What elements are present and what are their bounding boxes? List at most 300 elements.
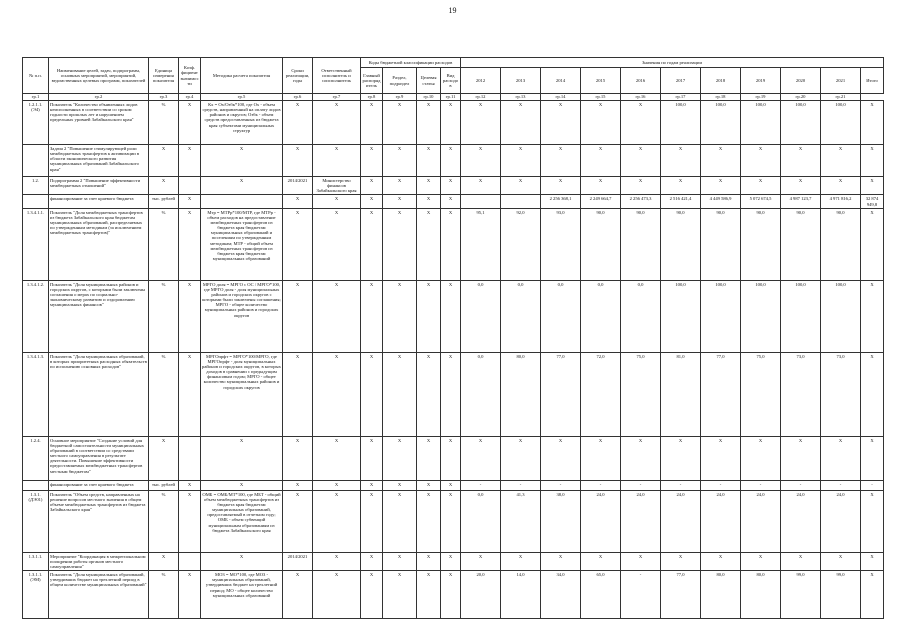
row-term: X (283, 490, 313, 552)
row-year-value: X (701, 145, 741, 177)
row-year-value: - (821, 480, 861, 490)
row-year-value: 80,0 (701, 571, 741, 619)
column-number: гр.20 (781, 94, 821, 101)
row-year-value: X (741, 436, 781, 480)
row-term: X (283, 280, 313, 352)
row-year-value: 100,0 (661, 101, 701, 145)
row-year-value: 100,0 (781, 101, 821, 145)
row-section: X (383, 552, 417, 570)
row-year-value: 41,3 (501, 490, 541, 552)
row-year-value: X (861, 571, 884, 619)
row-target-item: X (417, 436, 441, 480)
row-year-value: 100,0 (821, 280, 861, 352)
row-year-value: 2 516 421,4 (661, 195, 701, 208)
row-year-value: X (741, 552, 781, 570)
column-number: гр.13 (501, 94, 541, 101)
column-number: гр.2 (49, 94, 149, 101)
row-name: Мероприятие "Координация в межрегиональном поощрении работы органов местного самоуправления" (49, 552, 149, 570)
row-year-value: X (541, 436, 581, 480)
row-year-value: 24,0 (701, 490, 741, 552)
row-expense-type: X (441, 177, 461, 195)
row-year-value: X (861, 352, 884, 436)
row-year-value: X (861, 208, 884, 280)
row-year-value: X (501, 101, 541, 145)
row-method: X (201, 480, 283, 490)
row-year-value: X (461, 101, 501, 145)
row-term: X (283, 352, 313, 436)
row-target-item: X (417, 177, 441, 195)
row-year-value: 4 449 586,9 (701, 195, 741, 208)
column-number: гр.3 (149, 94, 179, 101)
row-responsible: X (313, 352, 361, 436)
row-year-value: 93,0 (541, 208, 581, 280)
row-method: X (201, 436, 283, 480)
row-target-item: X (417, 480, 441, 490)
row-year-value: X (861, 552, 884, 570)
row-method: X (201, 552, 283, 570)
row-responsible: X (313, 552, 361, 570)
row-unit: % (149, 490, 179, 552)
row-year-value: X (541, 552, 581, 570)
row-year-value: 5 072 674,5 (741, 195, 781, 208)
row-responsible: Министерство финансов Забайкальского края (313, 177, 361, 195)
row-year-value: 77,0 (541, 352, 581, 436)
table-row (23, 195, 884, 208)
table-row (23, 101, 884, 145)
row-number: 1.3.4.1.1. (23, 208, 49, 280)
row-section: X (383, 280, 417, 352)
row-year-value: X (821, 177, 861, 195)
table-row (23, 436, 884, 480)
row-year-value: X (541, 145, 581, 177)
row-year-value: X (821, 145, 861, 177)
row-expense-type: X (441, 101, 461, 145)
row-year-value: X (501, 177, 541, 195)
row-term: X (283, 208, 313, 280)
row-year-value: 77,0 (661, 571, 701, 619)
header-year: 2021 (821, 68, 861, 94)
header-budget-codes: Коды бюджетной классификации расходов (361, 58, 461, 68)
table-row (23, 145, 884, 177)
column-number: гр.4 (179, 94, 201, 101)
row-number: 1.3.1.1. (23, 552, 49, 570)
row-year-value: 65,0 (581, 571, 621, 619)
row-coefficient: X (179, 195, 201, 208)
column-number: гр.8 (361, 94, 383, 101)
row-name: Показатель "Доля муниципальных районов и городских округов, с которыми были заключены соглашения о мерах по социально-экономическому развитию и оздоровлению муниципальных финансов" (49, 280, 149, 352)
row-number: 1.3.4.1.2. (23, 280, 49, 352)
row-year-value (461, 195, 501, 208)
row-coefficient (179, 552, 201, 570)
row-year-value: X (781, 436, 821, 480)
row-year-value: 81,0 (661, 352, 701, 436)
column-number: гр.15 (581, 94, 621, 101)
header-year: 2020 (781, 68, 821, 94)
row-year-value: X (621, 177, 661, 195)
row-unit: X (149, 436, 179, 480)
column-number: гр.9 (383, 94, 417, 101)
header-year: Итого (861, 68, 884, 94)
row-year-value: 38,0 (541, 490, 581, 552)
row-year-value: - (661, 480, 701, 490)
program-indicators-table (22, 57, 884, 619)
row-main-manager: X (361, 436, 383, 480)
row-year-value: X (861, 177, 884, 195)
table-row (23, 552, 884, 570)
row-year-value: 90,0 (581, 208, 621, 280)
header-year: 2013 (501, 68, 541, 94)
row-method: ОМБ = ОМБ/МТ*100, где МБТ - общий объем межбюджетных трансфертов из бюджета края бюджетам муниципальных образований, предоставляемый в отчетном году; ОМБ - объем субвенций муниципальным образованиям из бюджета Забайкальского края (201, 490, 283, 552)
row-year-value: - (861, 480, 884, 490)
table-row (23, 571, 884, 619)
row-year-value: X (661, 436, 701, 480)
row-unit: % (149, 208, 179, 280)
row-target-item: X (417, 195, 441, 208)
row-coefficient: X (179, 145, 201, 177)
row-year-value: X (621, 552, 661, 570)
row-year-value: X (661, 177, 701, 195)
row-section: X (383, 490, 417, 552)
row-year-value: X (581, 177, 621, 195)
row-section: X (383, 352, 417, 436)
row-coefficient (179, 177, 201, 195)
row-responsible: X (313, 490, 361, 552)
row-section: X (383, 208, 417, 280)
header-expense-type: Вид расходов (441, 68, 461, 94)
row-name: Основное мероприятие "Создание условий для бюджетной самостоятельности муниципальных образований в соответствии со средствами местного самоуправления в результате деятельности. Повышение эффективности предоставляемых межбюджетных трансфертов местным бюджетам" (49, 436, 149, 480)
header-year: 2014 (541, 68, 581, 94)
column-number: гр.17 (661, 94, 701, 101)
row-year-value: 90,0 (701, 208, 741, 280)
column-number: гр.16 (621, 94, 661, 101)
row-main-manager: X (361, 208, 383, 280)
row-year-value: X (781, 552, 821, 570)
row-year-value: X (621, 101, 661, 145)
row-year-value: 34,0 (541, 571, 581, 619)
row-section: X (383, 480, 417, 490)
row-year-value: X (661, 145, 701, 177)
row-name: финансирование за счет краевого бюджета (49, 195, 149, 208)
row-expense-type: X (441, 490, 461, 552)
row-year-value: X (861, 436, 884, 480)
row-year-value: 99,0 (781, 571, 821, 619)
row-unit: тыс. рублей (149, 195, 179, 208)
row-year-value: 0,0 (461, 490, 501, 552)
row-target-item: X (417, 352, 441, 436)
row-expense-type: X (441, 280, 461, 352)
row-unit: X (149, 552, 179, 570)
row-section: X (383, 177, 417, 195)
row-name: Показатель "Количество объявленных лидов неисполненных в соответствии со сроком годности прошлых лет и нарушением предельных уровней Забайкальского края" (49, 101, 149, 145)
row-year-value: X (741, 177, 781, 195)
row-year-value: 24,0 (741, 490, 781, 552)
row-term: X (283, 195, 313, 208)
row-responsible: X (313, 480, 361, 490)
row-unit: % (149, 571, 179, 619)
row-responsible: X (313, 145, 361, 177)
row-target-item: X (417, 101, 441, 145)
row-term: 2014/2021 (283, 177, 313, 195)
header-year: 2017 (661, 68, 701, 94)
row-unit: X (149, 177, 179, 195)
row-year-value: X (621, 436, 661, 480)
row-year-value: X (861, 145, 884, 177)
header-term: Сроки реализации, годы (283, 58, 313, 94)
row-year-value (501, 195, 541, 208)
header-responsible: Ответственный исполнитель и соисполнитель (313, 58, 361, 94)
row-year-value: 2 249 664,7 (581, 195, 621, 208)
column-number: гр.1 (23, 94, 49, 101)
row-year-value: X (741, 145, 781, 177)
row-year-value: X (821, 552, 861, 570)
row-year-value: X (861, 280, 884, 352)
row-term: X (283, 436, 313, 480)
row-year-value: - (621, 571, 661, 619)
row-coefficient: X (179, 352, 201, 436)
row-target-item: X (417, 208, 441, 280)
row-year-value: X (541, 101, 581, 145)
row-number (23, 480, 49, 490)
row-number: 1.3.4.1.3. (23, 352, 49, 436)
row-responsible: X (313, 208, 361, 280)
row-name: Задача 2 "Повышение стимулирующей роли межбюджетных трансфертов к активизации в области экономического развития муниципальных образований Забайкальского края" (49, 145, 149, 177)
row-target-item: X (417, 571, 441, 619)
table-row (23, 280, 884, 352)
row-year-value: 0,0 (461, 352, 501, 436)
row-year-value: X (701, 552, 741, 570)
row-year-value: X (861, 101, 884, 145)
row-term: X (283, 101, 313, 145)
row-responsible: X (313, 195, 361, 208)
row-target-item: X (417, 490, 441, 552)
row-year-value: X (701, 177, 741, 195)
program-table-container (22, 57, 884, 619)
column-number: гр.12 (461, 94, 501, 101)
table-row (23, 352, 884, 436)
row-year-value: 92,0 (501, 208, 541, 280)
row-year-value: 100,0 (701, 280, 741, 352)
row-year-value: - (781, 480, 821, 490)
row-year-value: 77,0 (701, 352, 741, 436)
row-year-value: 4 987 123,7 (781, 195, 821, 208)
row-year-value: 90,0 (661, 208, 701, 280)
row-main-manager: X (361, 177, 383, 195)
row-year-value: X (581, 552, 621, 570)
row-year-value: 24,0 (621, 490, 661, 552)
row-year-value: 95,1 (461, 208, 501, 280)
column-number: гр.18 (701, 94, 741, 101)
row-expense-type: X (441, 208, 461, 280)
row-year-value: X (581, 145, 621, 177)
row-year-value: 2 256 368,1 (541, 195, 581, 208)
row-main-manager: X (361, 490, 383, 552)
row-year-value: X (461, 436, 501, 480)
column-number: гр.14 (541, 94, 581, 101)
row-unit: тыс. рублей (149, 480, 179, 490)
row-section: X (383, 145, 417, 177)
row-main-manager: X (361, 552, 383, 570)
row-year-value: X (461, 177, 501, 195)
row-name: Показатель "Доля муниципальных образований, в которых приоритетных расходных обязательств по исполнению основных расходов" (49, 352, 149, 436)
header-year: 2018 (701, 68, 741, 94)
row-main-manager: X (361, 195, 383, 208)
row-main-manager: X (361, 101, 383, 145)
row-name: Показатель "Объем средств, направленных на решение вопросов местного значения в общем объеме межбюджетных трансфертов из бюджета Забайкальского края" (49, 490, 149, 552)
row-method (201, 195, 283, 208)
row-section: X (383, 571, 417, 619)
row-method: МРГО доля = МРГО с ОС / МРГО*100, где МРГО доля - доля муниципальных районов и городских округов с которыми были заключены соглашения; МРГО - общее количество муниципальных районов и городских округов (201, 280, 283, 352)
header-coef: Коэф. фициент значимости (179, 58, 201, 94)
row-year-value: 90,0 (781, 208, 821, 280)
row-method: Мтр = МТРр*100/МТР, где МТРр - объем расходов на предоставление межбюджетных трансфертов из бюджета края бюджетам муниципальных образований и поселениям по утвержденным методикам; МТР - общий объем межбюджетных трансфертов из бюджета края бюджетам муниципальных образований (201, 208, 283, 280)
header-values-by-year: Значения по годам реализации (461, 58, 884, 68)
row-year-value: X (501, 552, 541, 570)
row-year-value: 100,0 (741, 280, 781, 352)
page-number: 19 (448, 6, 457, 15)
row-expense-type: X (441, 480, 461, 490)
table-row (23, 480, 884, 490)
row-year-value: - (541, 480, 581, 490)
row-coefficient: X (179, 490, 201, 552)
row-term: X (283, 480, 313, 490)
header-year: 2012 (461, 68, 501, 94)
row-responsible: X (313, 571, 361, 619)
row-number (23, 195, 49, 208)
row-year-value: - (621, 480, 661, 490)
row-year-value: 0,0 (501, 280, 541, 352)
row-expense-type: X (441, 352, 461, 436)
row-term: 2014/2021 (283, 552, 313, 570)
row-term: X (283, 571, 313, 619)
column-number: гр.21 (821, 94, 861, 101)
table-row (23, 490, 884, 552)
column-number: гр.11 (441, 94, 461, 101)
row-section: X (383, 436, 417, 480)
row-unit: X (149, 145, 179, 177)
row-year-value: 100,0 (741, 101, 781, 145)
row-responsible: X (313, 101, 361, 145)
row-name: Подпрограмма 2 "Повышение эффективности межбюджетных отношений" (49, 177, 149, 195)
row-year-value: X (661, 552, 701, 570)
column-number: гр.6 (283, 94, 313, 101)
row-year-value: - (701, 480, 741, 490)
row-year-value: X (541, 177, 581, 195)
row-year-value: 100,0 (781, 280, 821, 352)
row-expense-type: X (441, 571, 461, 619)
row-expense-type: X (441, 436, 461, 480)
row-coefficient: X (179, 101, 201, 145)
column-number: гр.19 (741, 94, 781, 101)
row-year-value: 0,0 (461, 280, 501, 352)
column-number: гр.7 (313, 94, 361, 101)
row-year-value: 0,0 (581, 280, 621, 352)
row-year-value: 72,0 (581, 352, 621, 436)
row-unit: % (149, 280, 179, 352)
row-number: 1.2.4. (23, 436, 49, 480)
row-coefficient: X (179, 480, 201, 490)
row-expense-type: X (441, 195, 461, 208)
row-coefficient: X (179, 208, 201, 280)
header-name: Наименование целей, задач, подпрограмм, основных мероприятий, мероприятий, ведомственных целевых программ, показателей (49, 58, 149, 94)
header-main-manager: Главный распорядитель (361, 68, 383, 94)
row-responsible: X (313, 436, 361, 480)
header-num: № п.п. (23, 58, 49, 94)
row-year-value: X (461, 145, 501, 177)
row-year-value: 80,0 (741, 571, 781, 619)
row-year-value: 73,0 (821, 352, 861, 436)
row-section: X (383, 101, 417, 145)
row-year-value: 90,0 (821, 208, 861, 280)
row-coefficient: X (179, 571, 201, 619)
row-number: 1.2.1.1. (Э4) (23, 101, 49, 145)
row-name: финансирование за счет краевого бюджета (49, 480, 149, 490)
row-main-manager: X (361, 480, 383, 490)
row-year-value: 0,0 (621, 280, 661, 352)
row-section: X (383, 195, 417, 208)
row-method: Кх = Ох/Озбк*100, где Ох - объем средств, направленный на оплату лидов районов и округов; Озбк - объем средств предоставленных из бюджета края субъектами муниципальных структур (201, 101, 283, 145)
column-number: гр.5 (201, 94, 283, 101)
row-method: X (201, 177, 283, 195)
row-year-value: 24,0 (821, 490, 861, 552)
table-row (23, 177, 884, 195)
row-unit: % (149, 101, 179, 145)
row-coefficient: X (179, 280, 201, 352)
row-year-value: 14,0 (501, 571, 541, 619)
row-year-value: X (501, 436, 541, 480)
header-year: 2016 (621, 68, 661, 94)
row-target-item: X (417, 280, 441, 352)
row-year-value: 0,0 (541, 280, 581, 352)
header-year: 2019 (741, 68, 781, 94)
row-year-value: 100,0 (821, 101, 861, 145)
header-method: Методика расчета показателя (201, 58, 283, 94)
row-year-value: 75,0 (741, 352, 781, 436)
header-section: Раздел, подраздел (383, 68, 417, 94)
row-year-value: - (741, 480, 781, 490)
row-main-manager: X (361, 280, 383, 352)
row-coefficient (179, 436, 201, 480)
row-year-value: X (861, 490, 884, 552)
row-year-value: X (701, 436, 741, 480)
row-name: Показатель "Доля межбюджетных трансфертов из бюджета Забайкальского края бюджетам муниципальных образований, распределяемых по утвержденным методикам (за исключением межбюджетных трансфертов)" (49, 208, 149, 280)
row-main-manager: X (361, 145, 383, 177)
row-target-item: X (417, 145, 441, 177)
row-year-value: - (461, 480, 501, 490)
row-main-manager: X (361, 571, 383, 619)
row-year-value: 2 256 473,3 (621, 195, 661, 208)
row-expense-type: X (441, 552, 461, 570)
row-year-value: X (581, 101, 621, 145)
row-year-value: 32 874 949,8 (861, 195, 884, 208)
row-expense-type: X (441, 145, 461, 177)
row-year-value: 100,0 (701, 101, 741, 145)
row-year-value: 90,0 (621, 208, 661, 280)
row-responsible: X (313, 280, 361, 352)
row-year-value: - (581, 480, 621, 490)
row-year-value: X (461, 552, 501, 570)
row-year-value: X (781, 177, 821, 195)
header-year: 2015 (581, 68, 621, 94)
row-year-value: X (821, 436, 861, 480)
row-year-value: 73,0 (781, 352, 821, 436)
row-unit: % (149, 352, 179, 436)
row-year-value: X (781, 145, 821, 177)
row-year-value: 24,0 (661, 490, 701, 552)
row-number (23, 145, 49, 177)
row-method: МО3 = МО*100, где МО3 - муниципальных образований, утвердивших бюджет на трехлетний период; МО - общее количество муниципальных образований (201, 571, 283, 619)
row-number: 1.2. (23, 177, 49, 195)
row-term: X (283, 145, 313, 177)
